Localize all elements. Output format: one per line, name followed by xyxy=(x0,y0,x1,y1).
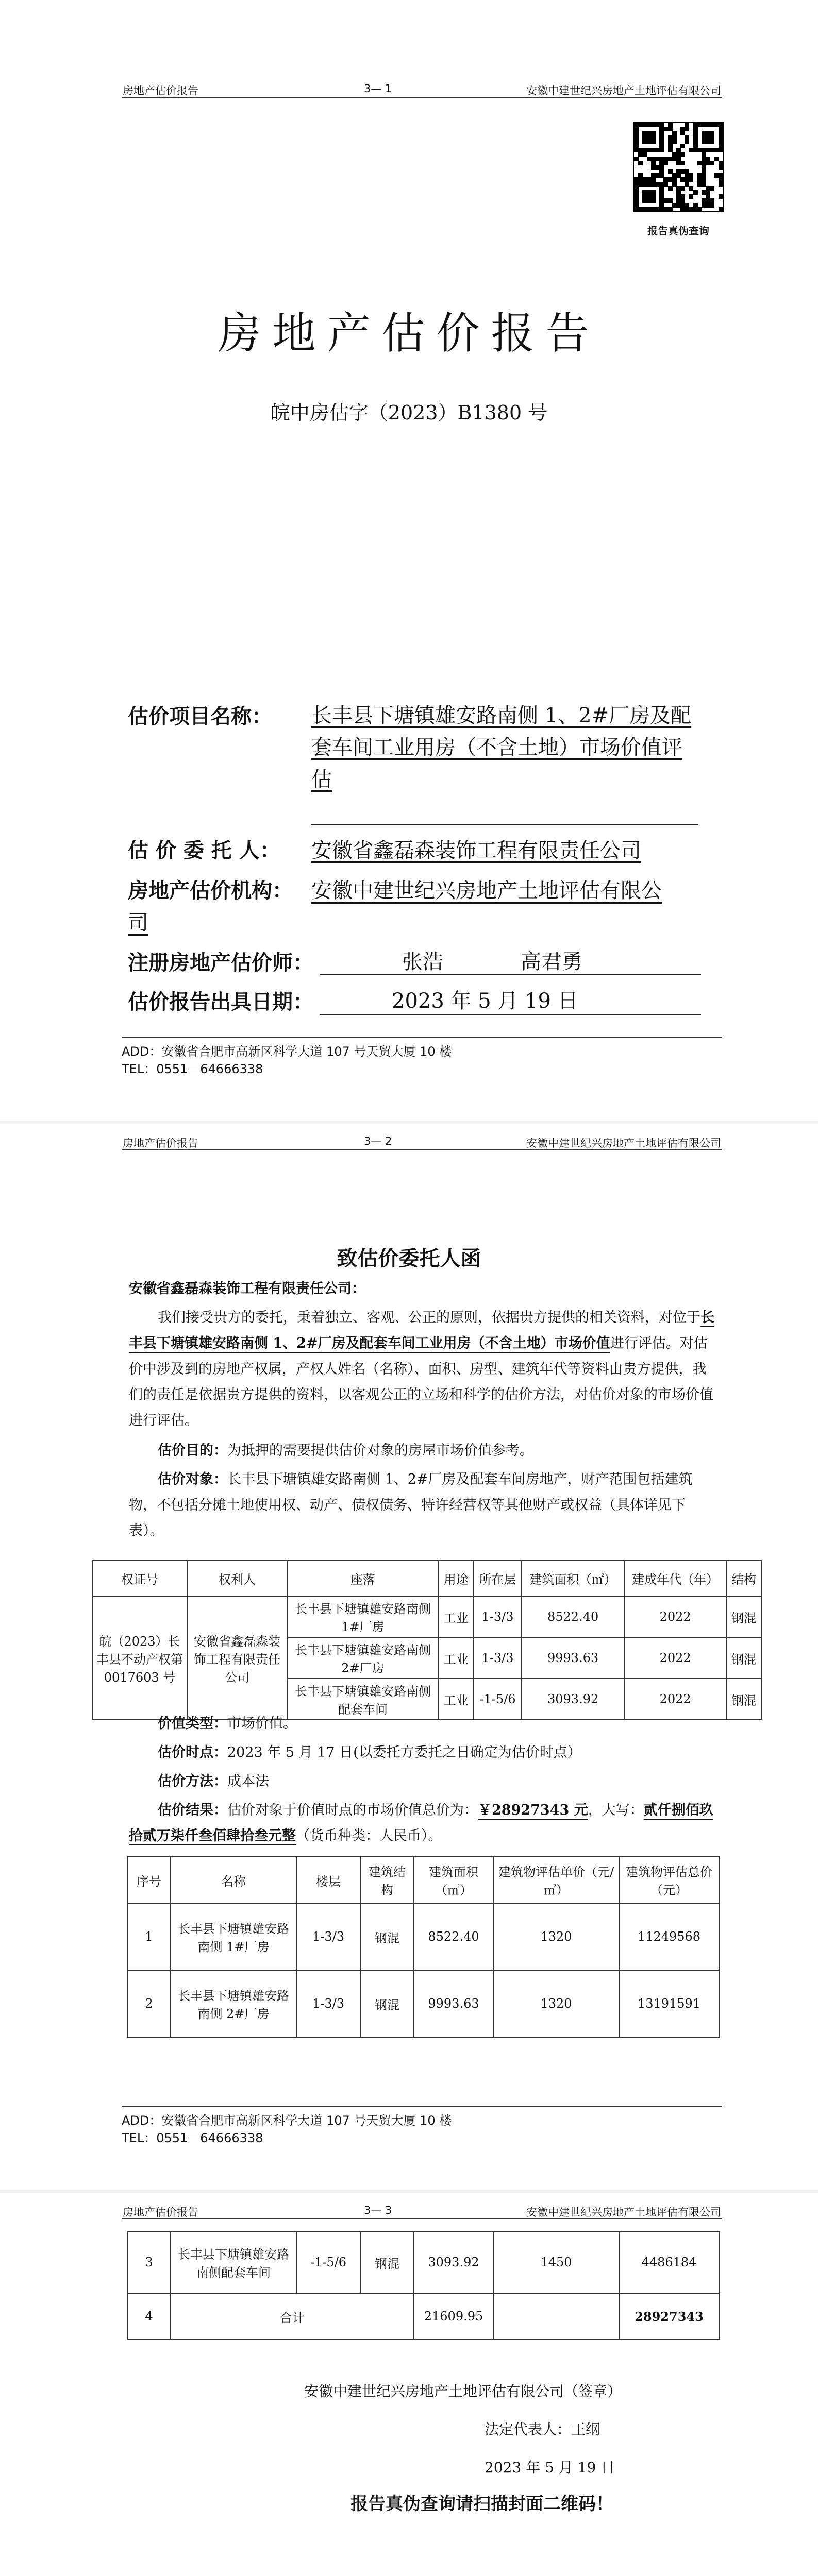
page-3 xyxy=(0,2193,818,2576)
col-header: 楼层 xyxy=(296,1857,360,1903)
qr-module xyxy=(719,182,723,187)
table-cell: 长丰县下塘镇雄安路南侧 2#厂房 xyxy=(171,1970,296,2037)
col-header: 建筑物评估总价（元） xyxy=(619,1857,719,1903)
table-cell: 钢混 xyxy=(360,1970,414,2037)
header-report-name: 房地产估价报告 xyxy=(123,84,198,97)
table-cell: 4486184 xyxy=(619,2231,719,2293)
page-footer xyxy=(122,2106,722,2147)
table-cell: 长丰县下塘镇雄安路南侧 2#厂房 xyxy=(287,1637,439,1679)
col-header: 权利人 xyxy=(187,1560,287,1596)
qr-module xyxy=(719,194,723,199)
table-cell: 1-3/3 xyxy=(474,1596,522,1637)
table-cell xyxy=(493,2293,619,2340)
appraiser-2: 高君勇 xyxy=(521,950,582,974)
table-cell: 长丰县下塘镇雄安路南侧 1#厂房 xyxy=(287,1596,439,1637)
table-cell: 1320 xyxy=(493,1970,619,2037)
col-header: 所在层 xyxy=(474,1560,522,1596)
value-date-line: 估价时点：2023 年 5 月 17 日(以委托方委托之日确定为估价时点） xyxy=(158,1744,581,1760)
valuation-table xyxy=(127,1856,720,2038)
qr-module xyxy=(710,186,714,191)
qr-module xyxy=(685,140,689,144)
table-cell: 钢混 xyxy=(726,1596,761,1637)
qr-module xyxy=(693,190,698,195)
org-label: 房地产估价机构： xyxy=(128,878,293,903)
salutation: 安徽省鑫磊森装饰工程有限责任公司： xyxy=(129,1281,365,1297)
table-cell: 2022 xyxy=(624,1679,726,1720)
qr-module xyxy=(680,186,685,191)
qr-module xyxy=(663,161,668,165)
table-cell: -1-5/6 xyxy=(296,2231,360,2293)
col-header: 建筑面积（㎡） xyxy=(522,1560,624,1596)
table-cell: 钢混 xyxy=(360,2231,414,2293)
table-cell: 工业 xyxy=(439,1637,474,1679)
table-cell: 工业 xyxy=(439,1679,474,1720)
project-underline xyxy=(311,824,698,825)
date-label: 估价报告出具日期： xyxy=(128,990,313,1014)
org-value-cont: 司 xyxy=(128,911,148,935)
client-value: 安徽省鑫磊森装饰工程有限责任公司 xyxy=(311,839,641,862)
table-cell: 3 xyxy=(127,2231,171,2293)
letter-date: 2023 年 5 月 19 日 xyxy=(485,2459,615,2476)
qr-module xyxy=(668,207,673,212)
qr-module xyxy=(680,144,685,148)
table-cell: 8522.40 xyxy=(522,1596,624,1637)
header-page-number: 3— 3 xyxy=(364,2204,392,2216)
col-header: 权证号 xyxy=(92,1560,187,1596)
qr-caption: 报告真伪查询 xyxy=(647,225,709,237)
header-page-number: 3— 1 xyxy=(364,82,392,95)
result-paragraph: 估价结果：估价对象于价值时点的市场价值总价为：￥28927343 元，大写：贰仟捌佰玖拾贰万柒仟叁佰肆拾叁元整（货币种类：人民币）。 xyxy=(129,1802,713,1844)
footer-tel: TEL：0551－64666338 xyxy=(122,1062,263,1076)
client-label: 估 价 委 托 人： xyxy=(128,838,280,862)
qr-module xyxy=(689,194,693,199)
table-cell: 长丰县下塘镇雄安路南侧 1#厂房 xyxy=(171,1903,296,1970)
col-header: 建成年代（年） xyxy=(624,1560,726,1596)
header-company: 安徽中建世纪兴房地产土地评估有限公司 xyxy=(526,2206,721,2218)
qr-module xyxy=(638,161,643,165)
appraiser-underline xyxy=(320,974,701,975)
page-header xyxy=(122,1134,722,1150)
page-footer xyxy=(122,1037,722,1078)
table-cell: 11249568 xyxy=(619,1903,719,1970)
table-cell: 2 xyxy=(127,1970,171,2037)
qr-module xyxy=(651,140,656,144)
table-cell: 工业 xyxy=(439,1596,474,1637)
method-line: 估价方法：成本法 xyxy=(158,1773,269,1789)
table-cell: 长丰县下塘镇雄安路南侧配套车间 xyxy=(287,1679,439,1720)
table-cell: 2022 xyxy=(624,1596,726,1637)
header-report-name: 房地产估价报告 xyxy=(123,1137,198,1149)
table-cell: 1-3/3 xyxy=(296,1903,360,1970)
qr-module xyxy=(651,198,656,203)
footer-address: ADD：安徽省合肥市高新区科学大道 107 号天贸大厦 10 楼 xyxy=(122,1044,452,1059)
col-header: 建筑物评估单价（元/㎡） xyxy=(493,1857,619,1903)
qr-module xyxy=(689,177,693,182)
verify-note: 报告真伪查询请扫描封面二维码！ xyxy=(350,2494,613,2514)
org-value: 安徽中建世纪兴房地产土地评估有限公 xyxy=(311,879,662,903)
header-company: 安徽中建世纪兴房地产土地评估有限公司 xyxy=(526,84,721,97)
cert-cell: 皖（2023）长丰县不动产权第 0017603 号 xyxy=(92,1596,187,1720)
header-page-number: 3— 2 xyxy=(364,1135,392,1147)
qr-module xyxy=(710,140,714,144)
qr-module xyxy=(710,161,714,165)
qr-module xyxy=(685,127,689,131)
table-cell: 长丰县下塘镇雄安路南侧配套车间 xyxy=(171,2231,296,2293)
table-cell: -1-5/6 xyxy=(474,1679,522,1720)
header-report-name: 房地产估价报告 xyxy=(123,2206,198,2218)
qr-module xyxy=(672,140,677,144)
table-cell: 钢混 xyxy=(726,1679,761,1720)
table-cell: 9993.63 xyxy=(522,1637,624,1679)
qr-module xyxy=(719,165,723,170)
property-table xyxy=(92,1560,762,1720)
qr-module xyxy=(659,148,664,152)
table-cell: 13191591 xyxy=(619,1970,719,2037)
intro-paragraph: 我们接受贵方的委托，秉着独立、客观、公正的原则，依据贵方提供的相关资料，对位于长丰县下塘镇雄安路南侧 1、2#厂房及配套车间工业用房（不含土地）市场价值进行评估。对估价中涉及到的房地产权属，产权人姓名（名称）、面积、房型、建筑年代等资料由贵方提供，我们的责任是依据贵方提供的资料，以客观公正的立场和科学的估价方法，对估价对象的市场价值进行评估。 xyxy=(129,1310,714,1429)
col-header: 建筑结构 xyxy=(360,1857,414,1903)
total-label: 合计 xyxy=(171,2293,414,2340)
table-cell: 钢混 xyxy=(360,1903,414,1970)
table-cell: 9993.63 xyxy=(414,1970,493,2037)
page-header xyxy=(122,2203,722,2219)
col-header: 用途 xyxy=(439,1560,474,1596)
page-header xyxy=(122,81,722,98)
col-header: 结构 xyxy=(726,1560,761,1596)
date-value: 2023 年 5 月 19 日 xyxy=(392,989,578,1013)
table-cell: 钢混 xyxy=(726,1637,761,1679)
project-name-label: 估价项目名称： xyxy=(128,704,272,728)
table-cell: 1 xyxy=(127,1903,171,1970)
table-cell: 1-3/3 xyxy=(296,1970,360,2037)
qr-module xyxy=(680,161,685,165)
table-cell: 3093.92 xyxy=(522,1679,624,1720)
table-cell: 3093.92 xyxy=(414,2231,493,2293)
col-header: 序号 xyxy=(127,1857,171,1903)
value-type-line: 价值类型：市场价值。 xyxy=(158,1716,297,1732)
table-cell: 1320 xyxy=(493,1903,619,1970)
total-area: 21609.95 xyxy=(414,2293,493,2340)
table-cell: 8522.40 xyxy=(414,1903,493,1970)
page-2 xyxy=(0,1124,818,2190)
qr-module xyxy=(680,152,685,157)
qr-module xyxy=(719,207,723,212)
col-header: 名称 xyxy=(171,1857,296,1903)
project-name-value: 长丰县下塘镇雄安路南侧 1、2#厂房及配 套车间工业用房（不含土地）市场价值评 估 xyxy=(311,704,692,791)
qr-code-icon[interactable] xyxy=(633,122,724,212)
report-number: 皖中房估字（2023）B1380 号 xyxy=(270,401,548,424)
legal-representative: 法定代表人：王纲 xyxy=(485,2421,600,2438)
total-value: 28927343 xyxy=(619,2293,719,2340)
appraiser-label: 注册房地产估价师： xyxy=(128,951,313,975)
footer-address: ADD：安徽省合肥市高新区科学大道 107 号天贸大厦 10 楼 xyxy=(122,2113,452,2128)
valuation-table-cont xyxy=(127,2231,720,2340)
purpose-paragraph: 估价目的：为抵押的需要提供估价对象的房屋市场价值参考。 xyxy=(158,1443,533,1459)
report-title: 房地产估价报告 xyxy=(218,308,600,359)
footer-tel: TEL：0551－64666338 xyxy=(122,2131,263,2145)
qr-module xyxy=(710,203,714,208)
object-paragraph: 估价对象：长丰县下塘镇雄安路南侧 1、2#厂房及配套车间房地产，财产范围包括建筑物，不包括分摊土地使用权、动产、债权债务、特许经营权等其他财产或权益（具体详见下表）。 xyxy=(129,1471,693,1539)
company-signature: 安徽中建世纪兴房地产土地评估有限公司（签章） xyxy=(304,2383,622,2400)
table-cell: 2022 xyxy=(624,1637,726,1679)
col-header: 建筑面积（㎡） xyxy=(414,1857,493,1903)
appraiser-1: 张浩 xyxy=(402,950,443,974)
date-underline xyxy=(320,1014,701,1015)
letter-title: 致估价委托人函 xyxy=(337,1247,481,1270)
qr-module xyxy=(668,186,673,191)
page-1 xyxy=(0,0,818,1121)
owner-cell: 安徽省鑫磊森装饰工程有限责任公司 xyxy=(187,1596,287,1720)
header-company: 安徽中建世纪兴房地产土地评估有限公司 xyxy=(526,1137,721,1149)
qr-module xyxy=(719,148,723,152)
qr-module xyxy=(697,207,702,212)
col-header: 座落 xyxy=(287,1560,439,1596)
table-cell: 4 xyxy=(127,2293,171,2340)
table-cell: 1-3/3 xyxy=(474,1637,522,1679)
table-cell: 1450 xyxy=(493,2231,619,2293)
